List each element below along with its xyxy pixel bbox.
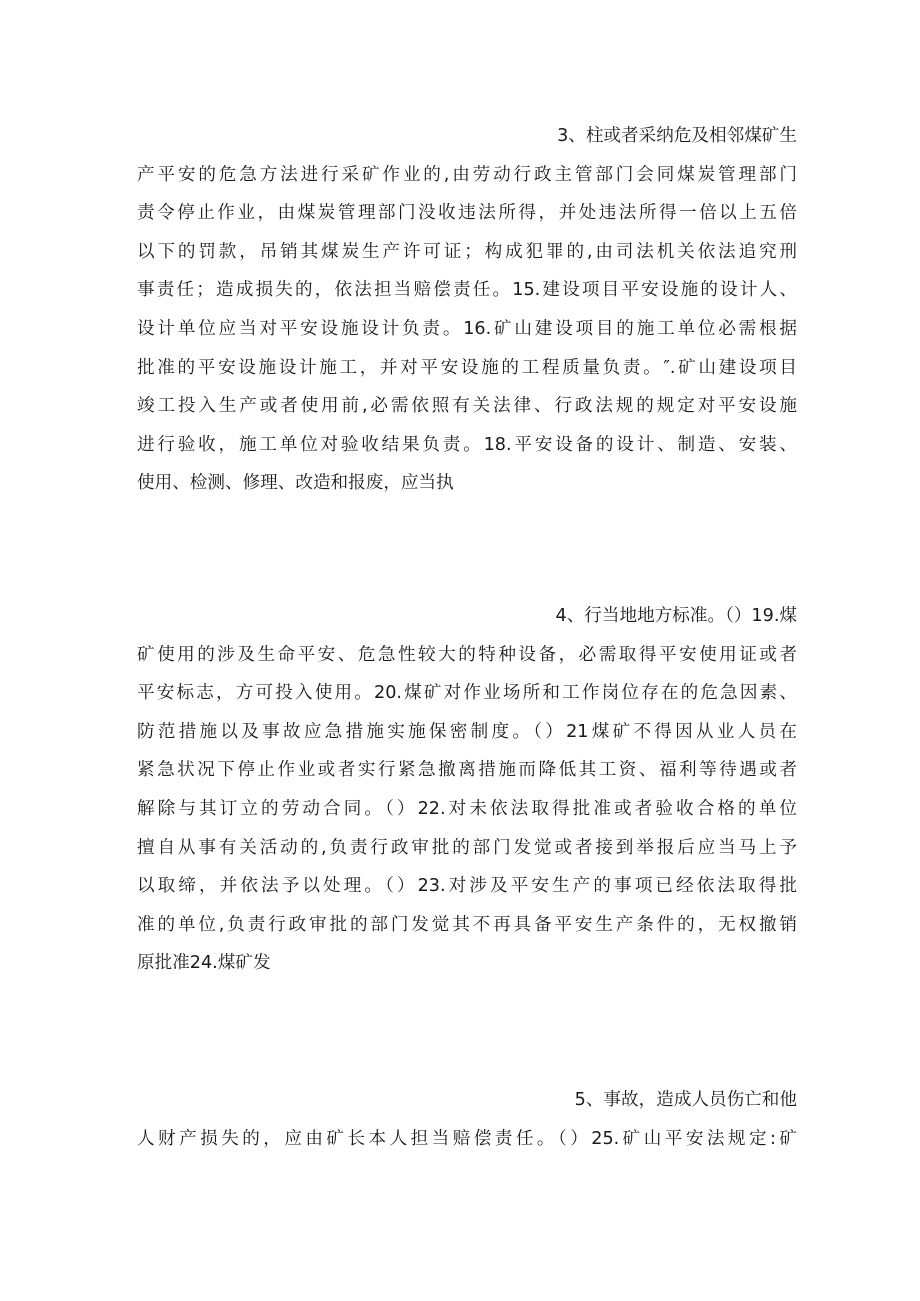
text-line: 竣工投入生产或者使用前,必需依照有关法律、行政法规的规定对平安设施 <box>137 396 797 417</box>
text-line: 以下的罚款，吊销其煤炭生产许可证；构成犯罪的,由司法机关依法追究刑 <box>137 241 797 262</box>
text-line: 进行验收，施工单位对验收结果负责。18.平安设备的设计、制造、安装、 <box>137 434 797 455</box>
paragraph-heading-line: 3、柱或者采纳危及相邻煤矿生 <box>557 126 797 146</box>
paragraph-block-3 <box>137 117 797 503</box>
text-line: 事责任；造成损失的，依法担当赔偿责任。15.建设项目平安设施的设计人、 <box>137 280 797 301</box>
text-line: 人财产损失的，应由矿长本人担当赔偿责任。（）25.矿山平安法规定:矿 <box>137 1128 797 1149</box>
text-line: 以取缔，并依法予以处理。（）23.对涉及平安生产的事项已经依法取得批 <box>137 876 797 897</box>
paragraph-heading-line: 5、事故，造成人员伤亡和他 <box>574 1090 797 1110</box>
paragraph-heading-line: 4、行当地地方标准。（）19.煤 <box>555 606 797 626</box>
text-line-last: 原批准24.煤矿发 <box>137 953 271 974</box>
text-line: 准的单位,负责行政审批的部门发觉其不再具备平安生产条件的，无权撤销 <box>137 914 797 935</box>
paragraph-block-5 <box>137 1081 797 1158</box>
text-line: 平安标志，方可投入使用。20.煤矿对作业场所和工作岗位存在的危急因素、 <box>137 683 797 704</box>
text-line: 产平安的危急方法进行采矿作业的,由劳动行政主管部门会同煤炭管理部门 <box>137 164 797 185</box>
text-line-last: 使用、检测、修理、改造和报废，应当执 <box>137 473 454 494</box>
text-line: 批准的平安设施设计施工，并对平安设施的工程质量负责。″.矿山建设项目 <box>137 357 797 378</box>
text-line: 设计单位应当对平安设施设计负责。16.矿山建设项目的施工单位必需根据 <box>137 318 797 339</box>
text-line: 矿使用的涉及生命平安、危急性较大的特种设备，必需取得平安使用证或者 <box>137 644 797 665</box>
text-line: 解除与其订立的劳动合同。（）22.对未依法取得批准或者验收合格的单位 <box>137 798 797 819</box>
text-line: 责令停止作业，由煤炭管理部门没收违法所得，并处违法所得一倍以上五倍 <box>137 203 797 224</box>
text-line: 防范措施以及事故应急措施实施保密制度。（）21煤矿不得因从业人员在 <box>137 721 797 742</box>
text-line: 紧急状况下停止作业或者实行紧急撤离措施而降低其工资、福利等待遇或者 <box>137 760 797 781</box>
paragraph-block-4 <box>137 597 797 983</box>
text-line: 擅自从事有关活动的,负责行政审批的部门发觉或者接到举报后应当马上予 <box>137 837 797 858</box>
